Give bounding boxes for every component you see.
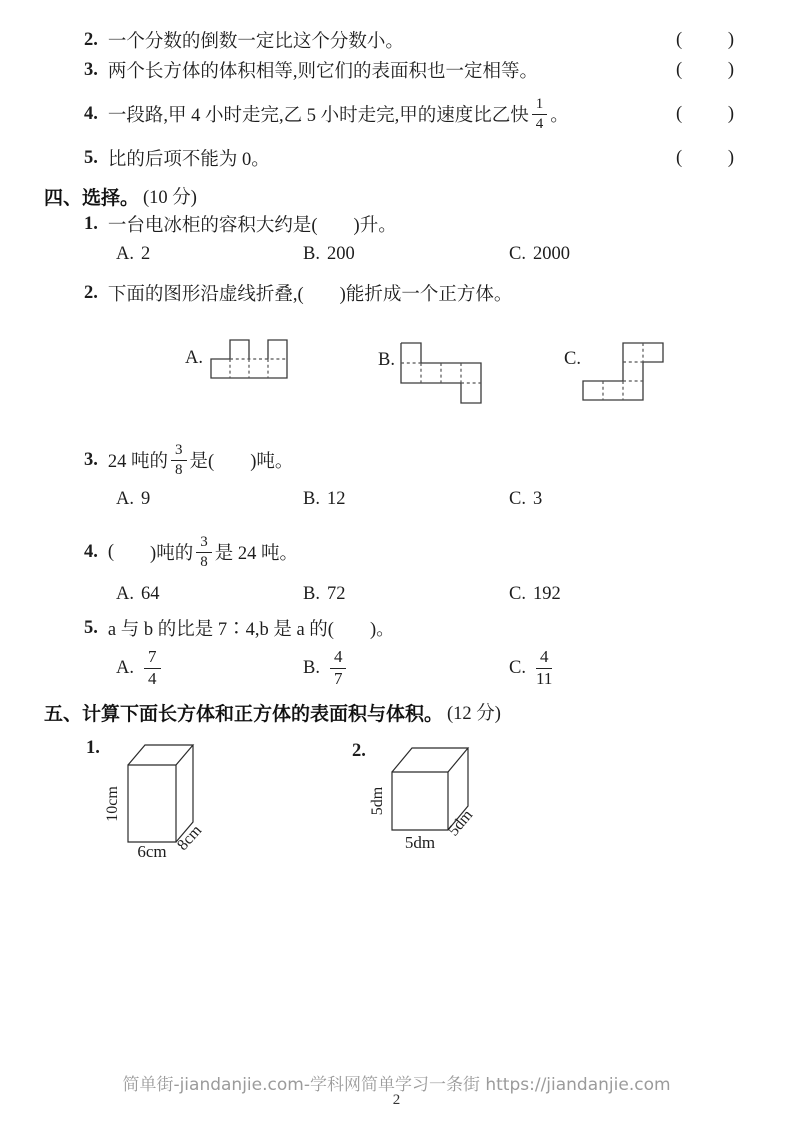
cube-net-a-figure [210, 339, 288, 380]
question-number: 4. [84, 541, 98, 562]
figure-number-1: 1. [86, 738, 100, 758]
fraction: $\frac{7}{4}$ [144, 648, 161, 688]
width-label: 6cm [137, 842, 167, 861]
depth-label: 5dm [444, 806, 477, 840]
item-text-end: 。 [550, 106, 569, 126]
option-b: B. 72 [303, 584, 346, 604]
fraction: $\frac{4}{11}$ [536, 647, 553, 688]
question-text: 下面的图形沿虚线折叠,( [107, 285, 304, 305]
question-text: 是( [189, 452, 215, 472]
option-b: B. 12 [303, 489, 346, 509]
question-text: )吨的 [150, 544, 194, 564]
options-row-q4 [0, 584, 793, 610]
fraction: $\frac{3}{8}$ [171, 442, 187, 477]
question-text: 24 吨的 [107, 452, 169, 472]
question-text: a 与 b 的比是 7∶4,b 是 a 的( [107, 620, 334, 640]
option-a: A. 64 [116, 584, 160, 604]
item-text: 比的后项不能为 0。 [107, 150, 270, 170]
section-title: 四、选择。 [44, 186, 140, 209]
fraction: $\frac{3}{8}$ [196, 534, 212, 569]
question-text: )升。 [353, 216, 397, 236]
section-title: 五、计算下面长方体和正方体的表面积与体积。 [44, 702, 444, 725]
question-text: )。 [369, 620, 395, 640]
option-c: C. 2000 [509, 244, 570, 264]
item-text: 两个长方体的体积相等,则它们的表面积也一定相等。 [107, 62, 539, 82]
cube-net-b-figure [400, 342, 482, 404]
choice-question-5 [84, 614, 793, 642]
option-b: B. $\frac{4}{7}$ [303, 646, 349, 690]
question-text: )能折成一个正方体。 [339, 285, 513, 305]
options-row-q3 [0, 489, 793, 515]
width-label: 5dm [404, 833, 436, 852]
item-number: 5. [84, 147, 98, 168]
question-number: 3. [84, 449, 98, 470]
answer-blank: ( ) [676, 147, 734, 168]
cube-figure [358, 742, 493, 860]
cuboid-figure [96, 742, 231, 870]
true-false-item-5 [84, 144, 793, 172]
fraction: $\frac{1}{4}$ [532, 96, 548, 131]
choice-question-4 [84, 528, 793, 576]
net-option-label-c: C. [564, 349, 581, 369]
question-text: ( [107, 541, 115, 562]
true-false-item-4 [84, 90, 793, 138]
option-a: A. 9 [116, 489, 151, 509]
answer-blank: ( ) [676, 59, 734, 80]
item-number: 3. [84, 59, 98, 80]
section-score: (10 分) [143, 188, 197, 208]
true-false-item-3 [84, 56, 793, 84]
section-score: (12 分) [447, 704, 501, 724]
choice-question-1 [84, 210, 793, 238]
question-number: 2. [84, 282, 98, 303]
height-label: 5dm [369, 786, 386, 816]
option-a: A. 2 [116, 244, 151, 264]
answer-blank: ( ) [676, 29, 734, 50]
choice-question-2 [84, 279, 793, 307]
question-text: )吨。 [250, 452, 294, 472]
option-c: C. $\frac{4}{11}$ [509, 647, 553, 688]
item-text: 一段路,甲 4 小时走完,乙 5 小时走完,甲的速度比乙快 [107, 106, 529, 126]
page-number: 2 [392, 1092, 401, 1108]
section-choice-header [44, 182, 197, 210]
item-number: 2. [84, 29, 98, 50]
depth-label: 8cm [174, 822, 206, 854]
answer-blank: ( ) [676, 103, 734, 124]
option-a: A. $\frac{7}{4}$ [116, 646, 164, 690]
fraction: $\frac{4}{7}$ [330, 648, 347, 688]
section-calc-header [44, 698, 501, 726]
cube-net-c-figure [582, 342, 664, 401]
choice-question-3 [84, 436, 793, 484]
question-text: 是 24 吨。 [214, 544, 298, 564]
question-text: 一台电冰柜的容积大约是( [107, 216, 318, 236]
question-number: 1. [84, 213, 98, 234]
item-number: 4. [84, 103, 98, 124]
net-option-label-b: B. [378, 350, 395, 370]
options-row-q1 [0, 244, 793, 270]
watermark-text: 简单街-jiandanjie.com-学科网简单学习一条街 https://jiandanjie.com [122, 1075, 671, 1095]
net-option-label-a: A. [185, 348, 203, 368]
option-c: C. 3 [509, 489, 543, 509]
figure-number-2: 2. [352, 741, 366, 761]
true-false-item-2 [84, 26, 793, 54]
question-number: 5. [84, 617, 98, 638]
option-c: C. 192 [509, 584, 561, 604]
options-row-q5 [0, 646, 793, 690]
height-label: 10cm [104, 786, 121, 822]
item-text: 一个分数的倒数一定比这个分数小。 [107, 32, 404, 52]
option-b: B. 200 [303, 244, 355, 264]
